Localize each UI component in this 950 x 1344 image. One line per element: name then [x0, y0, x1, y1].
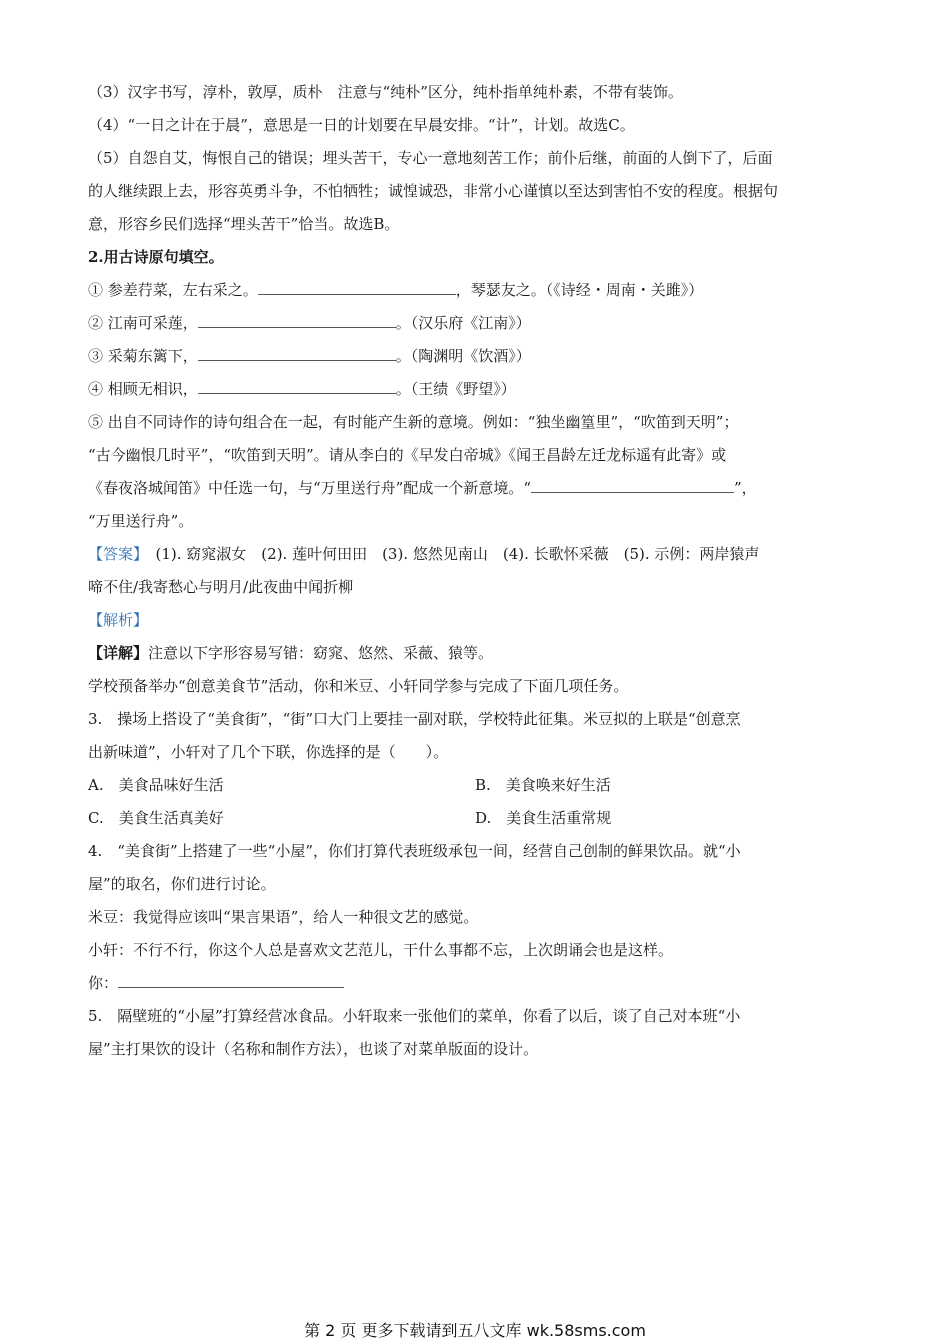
question-3-line: 出新味道”，小轩对了几个下联，你选择的是（ ）。 [88, 743, 449, 761]
option-c[interactable]: C. 美食生活真美好 [88, 809, 224, 827]
option-d[interactable]: D. 美食生活重常规 [475, 809, 612, 827]
poem-item-4 [88, 373, 878, 406]
question-3-line: 3. 操场上搭设了“美食街”，“街”口大门上要挂一副对联，学校特此征集。米豆拟的上联是“创意烹 [88, 710, 741, 728]
answer-tag: 【答案】 [88, 545, 141, 563]
poem-text: ④ 相顾无相识， [88, 380, 198, 398]
dialogue-line: 小轩：不行不行，你这个人总是喜欢文艺范儿，干什么事都不忘，上次朗诵会也是这样。 [88, 941, 674, 959]
poem-item-5-line: “古今幽恨几时平”，“吹笛到天明”。请从李白的《早发白帝城》《闻王昌龄左迁龙标遥有此寄》或 [88, 446, 727, 464]
task-intro: 学校预备举办“创意美食节”活动，你和米豆、小轩同学参与完成了下面几项任务。 [88, 677, 629, 695]
question-4-line: 屋”的取名，你们进行讨论。 [88, 875, 276, 893]
page-footer: 第 2 页 更多下载请到五八文库 wk.58sms.com [304, 1321, 646, 1340]
poem-text: ② 江南可采莲， [88, 314, 198, 332]
poem-source: ，琴瑟友之。（《诗经・周南・关雎》） [455, 281, 704, 299]
detail-line [88, 637, 878, 670]
dialogue-line: 米豆：我觉得应该叫“果言果语”，给人一种很文艺的感觉。 [88, 908, 479, 926]
text-line: （5）自怨自艾，悔恨自己的错误；埋头苦干，专心一意地刻苦工作；前仆后继，前面的人倒下了，后面 [88, 149, 773, 167]
poem-text: 《春夜洛城闻笛》中任选一句，与“万里送行舟”配成一个新意境。“ [88, 479, 532, 497]
question-2-title: 2.用古诗原句填空。 [88, 248, 224, 266]
analysis-tag: 【解析】 [88, 611, 149, 629]
text-line: 的人继续跟上去，形容英勇斗争，不怕牺牲；诚惶诚恐，非常小心谨慎以至达到害怕不安的程度。根据句 [88, 182, 779, 200]
poem-source: 。（王绩《野望》） [395, 380, 516, 398]
poem-item-5-line: ⑤ 出自不同诗作的诗句组合在一起，有时能产生新的意境。例如：“独坐幽篁里”，“吹笛到天明”； [88, 413, 739, 431]
answer-line: 啼不住/我寄愁心与明月/此夜曲中闻折柳 [88, 578, 354, 596]
options-row [88, 802, 878, 835]
text-line: 意，形容乡民们选择“埋头苦干”恰当。故选B。 [88, 215, 400, 233]
options-row [88, 769, 878, 802]
detail-tag: 【详解】 [88, 644, 149, 662]
poem-item-5-line [88, 472, 878, 505]
answer-text: (1). 窈窕淑女 (2). 莲叶何田田 (3). 悠然见南山 (4). 长歌怀采薇 (5). 示例：两岸猿声 [140, 545, 760, 563]
poem-item-3 [88, 340, 878, 373]
detail-text: 注意以下字形容易写错：窈窕、悠然、采薇、猿等。 [148, 644, 494, 662]
document-body [88, 76, 878, 1066]
poem-text: ③ 采菊东篱下， [88, 347, 198, 365]
poem-text: ”， [734, 479, 757, 497]
dialogue-answer-line [88, 967, 878, 1000]
answer-blank[interactable] [531, 478, 734, 493]
poem-item-5-line: “万里送行舟”。 [88, 512, 194, 530]
answer-blank[interactable] [258, 280, 456, 295]
answer-blank[interactable] [118, 973, 344, 988]
answer-blank[interactable] [198, 313, 396, 328]
option-b[interactable]: B. 美食唤来好生活 [475, 776, 611, 794]
option-a[interactable]: A. 美食品味好生活 [88, 776, 224, 794]
question-4-line: 4. “美食街”上搭建了一些“小屋”，你们打算代表班级承包一间，经营自己创制的鲜果饮品。就“小 [88, 842, 741, 860]
text-line: （3）汉字书写，淳朴，敦厚，质朴 注意与“纯朴”区分，纯朴指单纯朴素，不带有装饰。 [88, 83, 683, 101]
answer-line [88, 538, 878, 571]
answer-blank[interactable] [198, 346, 396, 361]
dialogue-speaker: 你： [88, 974, 119, 992]
question-5-line: 5. 隔壁班的“小屋”打算经营冰食品。小轩取来一张他们的菜单，你看了以后，谈了自己对本班“小 [88, 1007, 741, 1025]
poem-source: 。（汉乐府《江南》） [395, 314, 531, 332]
answer-blank[interactable] [198, 379, 396, 394]
text-line: （4）“一日之计在于晨”，意思是一日的计划要在早晨安排。“计”，计划。故选C。 [88, 116, 635, 134]
poem-item-2 [88, 307, 878, 340]
question-5-line: 屋”主打果饮的设计（名称和制作方法），也谈了对菜单版面的设计。 [88, 1040, 539, 1058]
poem-item-1 [88, 274, 878, 307]
poem-text: ① 参差荇菜，左右采之。 [88, 281, 258, 299]
poem-source: 。（陶渊明《饮酒》） [395, 347, 531, 365]
